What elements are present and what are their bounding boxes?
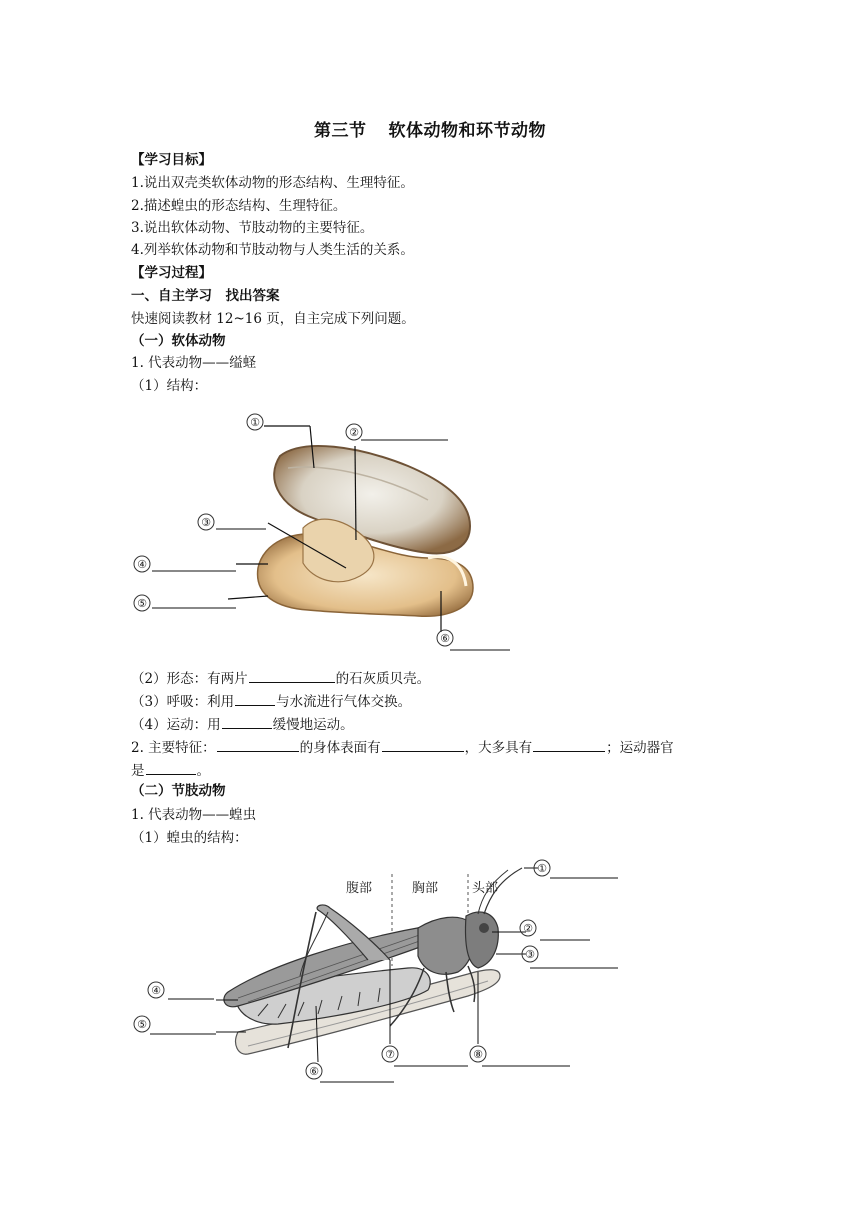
objectives-heading: 【学习目标】 (131, 152, 212, 168)
clam-label-5 (134, 595, 150, 611)
grasshopper-label-6 (306, 1063, 322, 1079)
svg-text:⑤: ⑤ (137, 597, 147, 610)
objective-item: 4.列举软体动物和节肢动物与人类生活的关系。 (131, 242, 414, 258)
svg-text:②: ② (349, 426, 359, 439)
grasshopper-head (466, 912, 499, 968)
svg-text:⑧: ⑧ (473, 1048, 483, 1061)
svg-text:④: ④ (137, 558, 147, 571)
grasshopper-label-2 (520, 920, 536, 936)
body-part-head: 头部 (472, 881, 499, 896)
section-heading: 一、自主学习 找出答案 (131, 288, 280, 304)
svg-text:④: ④ (151, 984, 161, 997)
feature-question-cont: 是 。 (131, 760, 210, 781)
title-section-number: 第三节 (314, 121, 367, 141)
body-part-thorax: 胸部 (412, 881, 439, 896)
grasshopper-label-8 (470, 1046, 486, 1062)
grasshopper-label-1 (534, 860, 550, 876)
clam-label-6 (437, 630, 453, 646)
movement-question: （4）运动：用 缓慢地运动。 (131, 714, 354, 735)
answer-blank[interactable] (249, 668, 335, 683)
svg-text:③: ③ (201, 516, 211, 529)
page-title (0, 116, 860, 141)
process-heading: 【学习过程】 (131, 265, 212, 281)
grasshopper-figure (128, 856, 628, 1092)
title-text: 软体动物和环节动物 (388, 121, 546, 141)
svg-text:⑥: ⑥ (309, 1065, 319, 1078)
shape-question: （2）形态：有两片 的石灰质贝壳。 (131, 668, 430, 689)
answer-blank[interactable] (382, 737, 464, 752)
razor-clam-figure (128, 408, 528, 658)
clam-label-3 (198, 514, 214, 530)
svg-text:⑦: ⑦ (385, 1048, 395, 1061)
clam-label-1 (247, 414, 263, 430)
answer-blank[interactable] (146, 760, 196, 775)
grasshopper-label-7 (382, 1046, 398, 1062)
feature-question: 2. 主要特征： 的身体表面有 ，大多具有 ；运动器官 (131, 737, 674, 758)
body-part-abdomen: 腹部 (346, 881, 373, 896)
mollusk-heading: （一）软体动物 (131, 333, 226, 349)
arthropod-representative: 1. 代表动物——蝗虫 (131, 807, 257, 823)
objective-item: 1.说出双壳类软体动物的形态结构、生理特征。 (131, 175, 414, 191)
svg-text:③: ③ (525, 948, 535, 961)
mollusk-structure-label: （1）结构： (131, 378, 208, 394)
answer-blank[interactable] (217, 737, 299, 752)
objective-item: 2.描述蝗虫的形态结构、生理特征。 (131, 198, 347, 214)
mollusk-representative: 1. 代表动物——缢蛏 (131, 355, 257, 371)
svg-text:②: ② (523, 922, 533, 935)
grasshopper-label-5 (134, 1016, 150, 1032)
arthropod-structure-label: （1）蝗虫的结构： (131, 830, 248, 846)
svg-text:①: ① (250, 416, 260, 429)
intro-text: 快速阅读教材 12~16 页，自主完成下列问题。 (131, 311, 415, 327)
grasshopper-label-4 (148, 982, 164, 998)
objective-item: 3.说出软体动物、节肢动物的主要特征。 (131, 220, 374, 236)
svg-text:⑤: ⑤ (137, 1018, 147, 1031)
svg-text:⑥: ⑥ (440, 632, 450, 645)
arthropod-heading: （二）节肢动物 (131, 783, 226, 799)
answer-blank[interactable] (235, 691, 275, 706)
clam-label-2 (346, 424, 362, 440)
answer-blank[interactable] (533, 737, 605, 752)
grasshopper-label-3 (522, 946, 538, 962)
svg-text:①: ① (537, 862, 547, 875)
breath-question: （3）呼吸：利用 与水流进行气体交换。 (131, 691, 411, 712)
answer-blank[interactable] (222, 714, 272, 729)
clam-label-4 (134, 556, 150, 572)
